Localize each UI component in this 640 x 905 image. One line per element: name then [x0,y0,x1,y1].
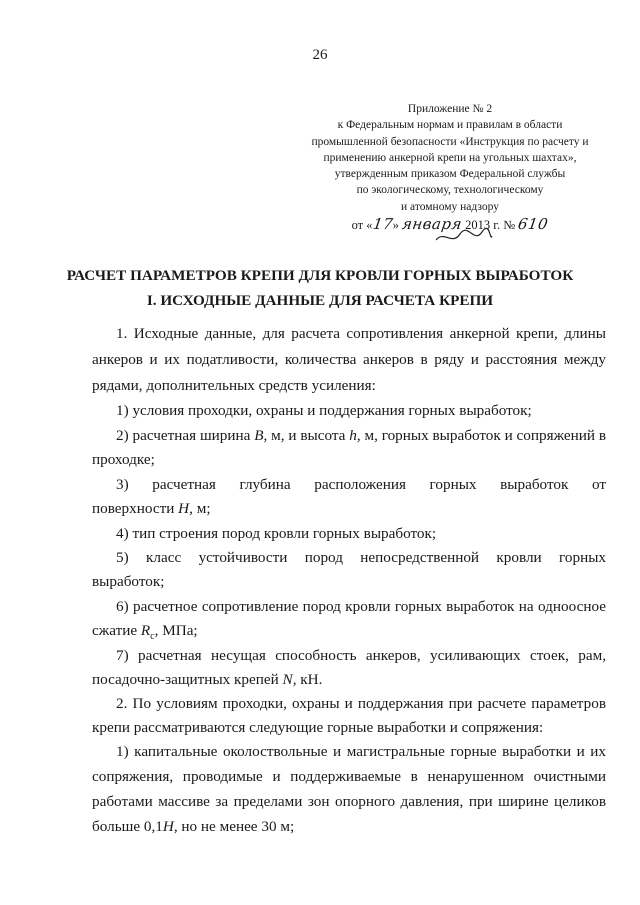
list-item [92,645,606,691]
date-prefix: от « [351,218,373,233]
appendix-header [300,101,600,233]
handwriting-scribble-icon [434,226,494,248]
list-item [92,596,606,648]
text-line: 5) класс устойчивости пород непосредственной кровли горных [116,549,606,566]
appendix-line: к Федеральным нормам и правилам в области [337,119,563,132]
paragraph-2 [92,693,606,739]
text-line: крепи рассматриваются следующие горные выработки и сопряжения: [92,719,544,736]
list-item [92,741,606,838]
text-line: 2) расчетная ширина B, м, и высота h, м, горных выработок и сопряжений в [116,427,607,444]
text-line: 1) условия проходки, охраны и поддержания горных выработок; [116,402,532,419]
date-mid: » [392,218,399,233]
text-line: выработок; [92,573,165,590]
handwritten-day: 17 [371,215,394,234]
text-line: сжатие $R_c$, МПа; [92,622,198,643]
text-line: 7) расчетная несущая способность анкеров, усиливающих стоек, рам, [116,647,606,664]
paragraph-1 [92,323,606,397]
list-item [92,523,606,545]
handwritten-month: января [400,215,464,234]
section-title: I. ИСХОДНЫЕ ДАННЫЕ ДЛЯ РАСЧЕТА КРЕПИ [146,292,494,309]
text-line: рядами, дополнительных средств усиления: [92,377,376,394]
text-line: 4) тип строения пород кровли горных выработок; [116,525,437,542]
text-line: работами массиве за пределами зон опорного давления, при ширине целиков [92,793,606,810]
text-line: 6) расчетное сопротивление пород кровли горных выработок на одноосное [116,598,606,615]
appendix-line: и атомному надзору [401,200,499,213]
text-line: 3) расчетная глубина расположения горных выработок от [116,476,606,493]
list-item [92,474,606,520]
text-line: 2. По условиям проходки, охраны и поддержания при расчете параметров [116,695,606,712]
document-title: РАСЧЕТ ПАРАМЕТРОВ КРЕПИ ДЛЯ КРОВЛИ ГОРНЫХ ВЫРАБОТОК [66,267,574,284]
date-year: 2013 г. № [465,218,516,233]
list-item [92,400,606,422]
appendix-line: по экологическому, технологическому [356,184,544,197]
appendix-line: Приложение № 2 [407,103,493,115]
list-item [92,425,606,471]
text-line: 1) капитальные околоствольные и магистральные горные выработки и их [116,743,606,760]
appendix-line: утвержденным приказом Федеральной службы [334,168,566,181]
page-number: 26 [312,47,328,63]
text-line: 1. Исходные данные, для расчета сопротивления анкерной крепи, длины [116,325,606,342]
text-line: больше 0,1H, но не менее 30 м; [92,818,295,835]
text-line: посадочно-защитных крепей N, кН. [92,671,323,688]
appendix-line: применению анкерной крепи на угольных шахтах», [323,151,577,164]
text-line: проходке; [92,451,155,468]
text-line: сопряжения, проводимые и поддерживаемые в ненарушенном очистными [92,768,606,785]
text-line: анкеров и их податливости, количества анкеров в ряду и расстояния между [92,351,606,368]
handwritten-order-number: 610 [517,215,550,234]
text-line: поверхности H, м; [92,500,211,517]
list-item [92,547,606,593]
appendix-line: промышленной безопасности «Инструкция по расчету и [311,135,589,148]
